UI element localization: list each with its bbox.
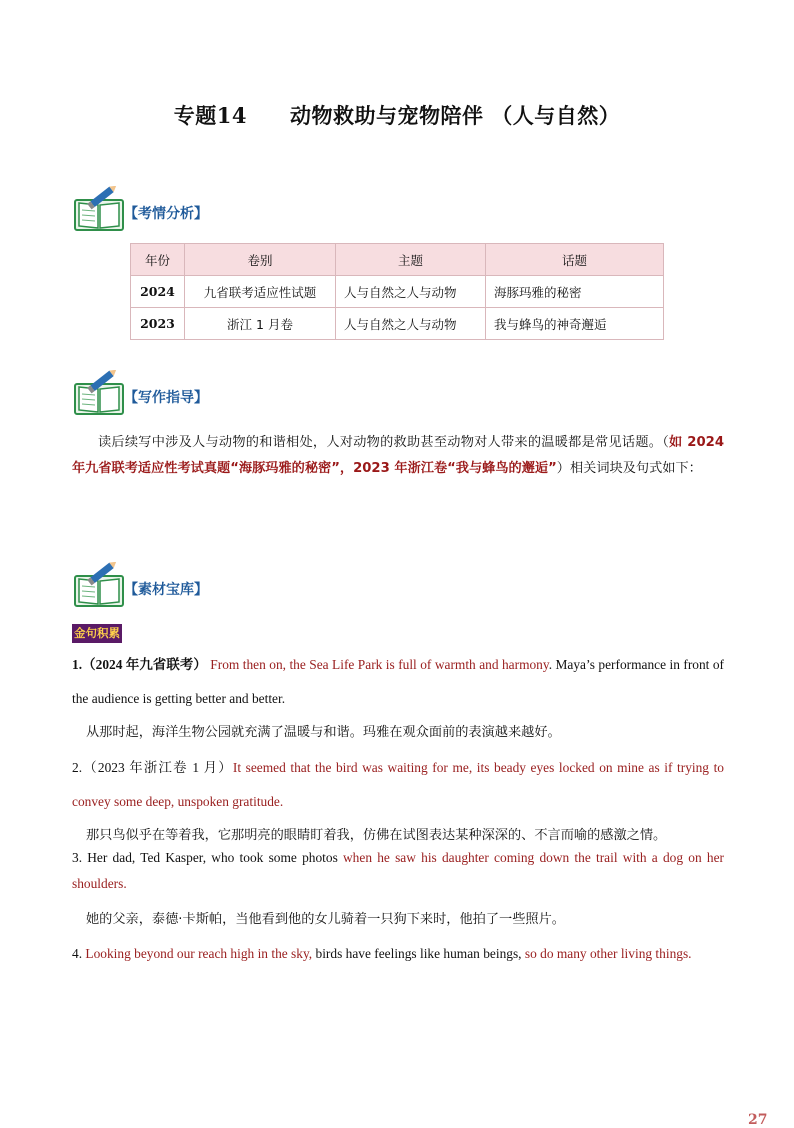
- item-prefix: 4.: [72, 946, 83, 961]
- table-row: [131, 308, 664, 340]
- item-translation: 她的父亲，泰德·卡斯帕，当他看到他的女儿骑着一只狗下来时，他拍了一些照片。: [86, 912, 565, 927]
- table-cell: 浙江 1 月卷: [185, 308, 336, 340]
- guide-example-text: 如 2024 年九省联考适应性考试真题“海豚玛雅的秘密”，2023 年浙江卷“我与蜂鸟的邂逅”: [72, 435, 724, 476]
- item-highlight: Looking beyond our reach high in the sky,: [85, 946, 313, 961]
- item-highlight: when he saw his daughter coming down the trail with a dog on her shoulders.: [72, 850, 724, 891]
- item-translation: 从那时起，海洋生物公园就充满了温暖与和谐。玛雅在观众面前的表演越来越好。: [86, 725, 561, 740]
- sentence-item: [72, 751, 724, 819]
- table-header: 主题: [336, 244, 486, 276]
- page-title: 专题14 动物救助与宠物陪伴 （人与自然）: [173, 103, 621, 128]
- item-text: birds have feelings like human beings,: [315, 946, 522, 961]
- section-label: 【写作指导】: [124, 390, 208, 406]
- section-material-header: [72, 562, 208, 608]
- table-cell: 2023: [131, 308, 185, 340]
- item-highlight: From then on, the Sea Life Park is: [210, 657, 395, 672]
- table-cell: 海豚玛雅的秘密: [486, 276, 664, 308]
- table-cell: 人与自然之人与动物: [336, 308, 486, 340]
- section-analysis-header: [72, 186, 208, 232]
- item-highlight: full of warmth and harmony: [398, 657, 549, 672]
- guide-text: 读后续写中涉及人与动物的和谐相处，人对动物的救助甚至动物对人带来的温暖都是常见话题。（: [98, 435, 670, 450]
- table-cell: 人与自然之人与动物: [336, 276, 486, 308]
- table-header-row: [131, 244, 664, 276]
- book-pencil-icon: [72, 370, 126, 416]
- section-guide-header: [72, 370, 208, 416]
- sentence-item: [72, 937, 724, 971]
- item-translation: 那只鸟似乎在等着我，它那明亮的眼睛盯着我，仿佛在试图表达某种深深的、不言而喻的感激之情。: [86, 828, 667, 843]
- item-prefix: 2.（2023 年浙江卷 1 月）: [72, 760, 233, 775]
- sentence-item: [72, 648, 724, 716]
- table-cell: 我与蜂鸟的神奇邂逅: [486, 308, 664, 340]
- section-label: 【考情分析】: [124, 206, 208, 222]
- sentence-collection-tag: 金句积累: [72, 624, 122, 643]
- table-header: 年份: [131, 244, 185, 276]
- item-text: . Maya’s performance in front of the audience is getting better and better.: [72, 657, 724, 706]
- table-cell: 九省联考适应性试题: [185, 276, 336, 308]
- book-pencil-icon: [72, 186, 126, 232]
- table-header: 话题: [486, 244, 664, 276]
- item-highlight: It seemed that the bird was waiting for me, its beady eyes locked on mine as if trying to convey some deep, unspoken gratitude.: [72, 760, 725, 809]
- item-prefix: 1.（2024 年九省联考）: [72, 657, 207, 672]
- table-cell: 2024: [131, 276, 185, 308]
- table-header: 卷别: [185, 244, 336, 276]
- book-pencil-icon: [72, 562, 126, 608]
- section-label: 【素材宝库】: [124, 582, 208, 598]
- page-number: 27: [748, 1112, 768, 1128]
- guide-text-end: ）相关词块及句式如下：: [556, 461, 702, 476]
- item-highlight: so do many other living things.: [524, 946, 692, 961]
- exam-table: [130, 243, 664, 340]
- guide-paragraph: [72, 430, 724, 482]
- sentence-item: [72, 845, 724, 897]
- item-prefix: 3. Her dad, Ted Kasper, who took some photos: [72, 850, 338, 865]
- table-row: [131, 276, 664, 308]
